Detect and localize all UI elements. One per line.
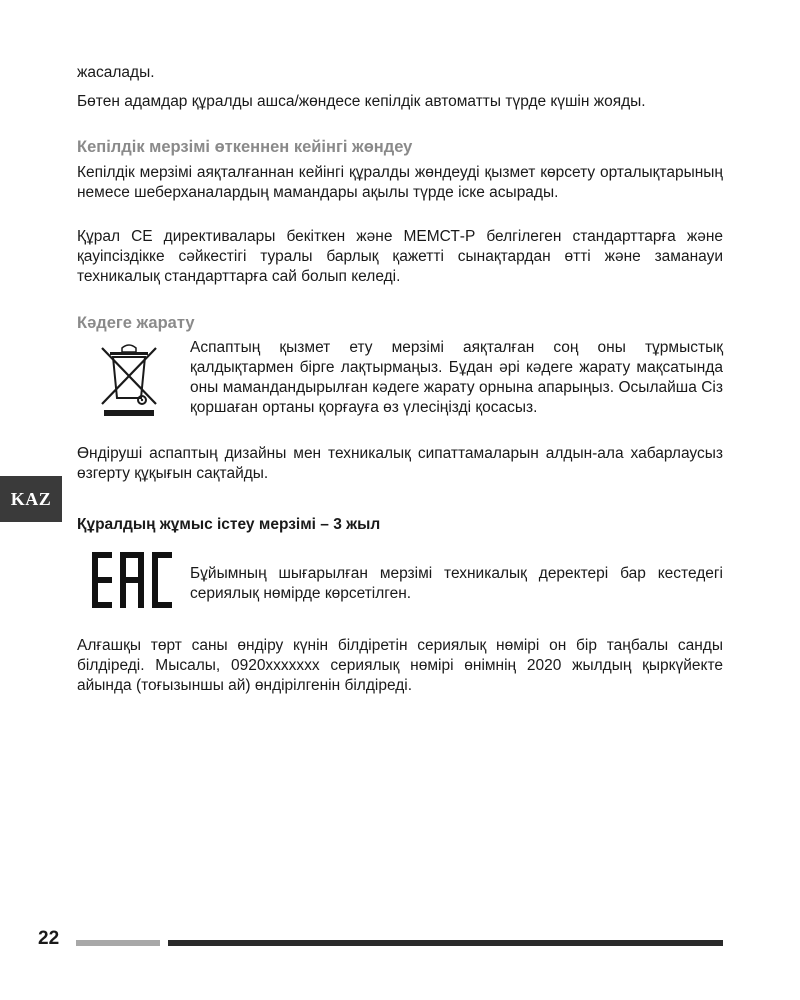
heading-disposal: Кәдеге жарату xyxy=(77,314,195,332)
paragraph-disposal: Аспаптың қызмет ету мерзімі аяқталған соң оны тұрмыстық қалдықтармен бірге лақтырмаңыз. Бұдан әрі кәдеге жарату мақсатында оны мамандандырылған кәдеге жарату орнына апарыңыз. Осылайша Сіз қоршаған ортаны қорғауға өз үлесіңізді қосасыз. xyxy=(190,339,723,416)
footer-rule-dark xyxy=(168,940,723,946)
paragraph-serial-decoding: Алғашқы төрт саны өндіру күнін білдіретін сериялық нөмірі он бір таңбалы санды білдіреді. Мысалы, 0920xxxxxxx сериялық нөмірі өнімнің 2020 жылдың қыркүйекте айында (тоғызыншы ай) өндірілгенін білдіреді. xyxy=(77,637,723,694)
eac-mark-icon xyxy=(90,550,174,610)
footer-rule-light xyxy=(76,940,160,946)
heading-post-warranty-repair: Кепілдік мерзімі өткеннен кейінгі жөндеу xyxy=(77,138,413,156)
heading-service-life: Құралдың жұмыс істеу мерзімі – 3 жыл xyxy=(77,516,381,533)
paragraph-compliance: Құрал CE директивалары бекіткен және МЕМСТ-Р белгілеген стандарттарға және қауіпсіздікке сәйкестігі туралы барлық қажетті сынақтардан өтті және заманауи техникалық стандарттарға сай болып келеді. xyxy=(77,228,723,285)
page-number: 22 xyxy=(38,928,60,949)
paragraph-manufacturer-rights: Өндіруші аспаптың дизайны мен техникалық сипаттамаларын алдын-ала хабарлаусыз өзгерту құқығын сақтайды. xyxy=(77,445,723,482)
paragraph-paid-repair: Кепілдік мерзімі аяқталғаннан кейінгі құралды жөндеуді қызмет көрсету орталықтарының немесе шеберханалардың мамандары ақылы түрде іске асырады. xyxy=(77,164,723,201)
language-tab: KAZ xyxy=(0,476,62,522)
paragraph-warranty-void: Бөтен адамдар құралды ашса/жөндесе кепілдік автоматты түрде күшін жояды. xyxy=(77,93,646,110)
paragraph-serial-number: Бұйымның шығарылған мерзімі техникалық деректері бар кестедегі сериялық нөмірде көрсетілген. xyxy=(190,565,723,602)
crossed-out-wheelie-bin-icon xyxy=(96,340,162,418)
paragraph-continuation: жасалады. xyxy=(77,64,155,81)
